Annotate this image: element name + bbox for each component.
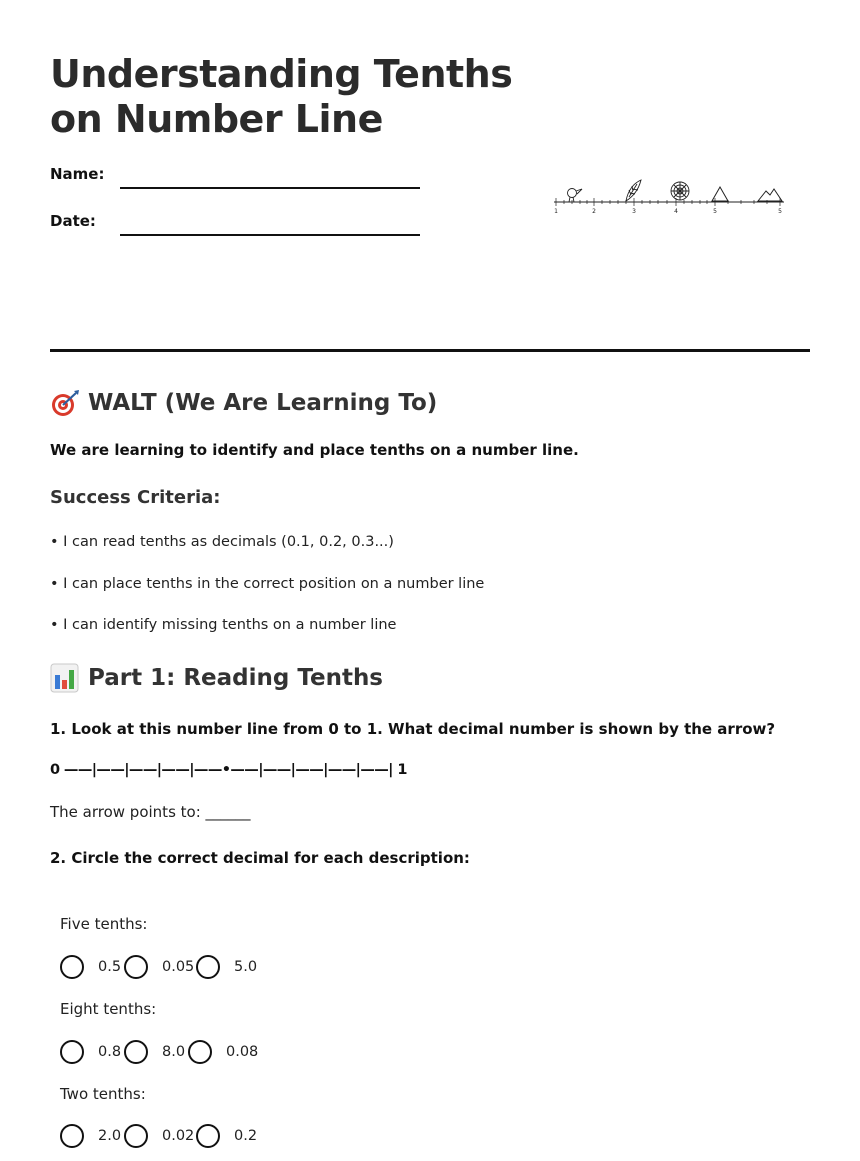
name-field[interactable] (120, 187, 420, 189)
part1-heading (50, 663, 383, 693)
options-group (60, 955, 260, 979)
radio-circle[interactable] (124, 955, 148, 979)
mini-tick-label: 1 (554, 208, 558, 215)
option-0-5[interactable] (60, 955, 124, 979)
target-dart-icon (50, 388, 80, 418)
shell-icon (671, 182, 689, 200)
bird-icon (568, 189, 583, 203)
question-2: 2. Circle the correct decimal for each description: (50, 849, 470, 867)
walt-statement: We are learning to identify and place tenths on a number line. (50, 441, 579, 459)
mountain-icon (758, 189, 782, 201)
options-group (60, 1124, 260, 1148)
mini-tick-label: 3 (632, 208, 636, 215)
radio-circle[interactable] (60, 1040, 84, 1064)
success-criteria-item: • I can read tenths as decimals (0.1, 0.2, 0.3...) (50, 534, 394, 550)
mini-tick-label: 4 (674, 208, 678, 215)
radio-circle[interactable] (124, 1040, 148, 1064)
question-1: 1. Look at this number line from 0 to 1. What decimal number is shown by the arrow? (50, 720, 776, 738)
part1-heading-text: Part 1: Reading Tenths (88, 665, 384, 691)
option-label: 0.5 (98, 959, 122, 975)
answer-prompt[interactable]: The arrow points to: ______ (50, 803, 251, 821)
option-2-0[interactable] (60, 1124, 124, 1148)
option-label: 2.0 (98, 1128, 122, 1144)
number-line-text: 0 ——|——|——|——|——•——|——|——|——|——| 1 (50, 762, 407, 778)
option-label: 8.0 (162, 1044, 186, 1060)
radio-circle[interactable] (124, 1124, 148, 1148)
option-label: 0.02 (162, 1128, 195, 1144)
description-five-tenths: Five tenths: (60, 915, 148, 933)
option-0-8[interactable] (60, 1040, 124, 1064)
date-label: Date: (50, 212, 96, 230)
radio-circle[interactable] (60, 1124, 84, 1148)
option-0-02[interactable] (124, 1124, 196, 1148)
option-8-0[interactable] (124, 1040, 188, 1064)
walt-heading-text: WALT (We Are Learning To) (88, 390, 438, 416)
description-two-tenths: Two tenths: (60, 1085, 146, 1103)
option-0-05[interactable] (124, 955, 196, 979)
option-5-0[interactable] (196, 955, 260, 979)
description-eight-tenths: Eight tenths: (60, 1000, 157, 1018)
walt-heading (50, 388, 437, 418)
date-field[interactable] (120, 234, 420, 236)
radio-circle[interactable] (196, 1124, 220, 1148)
success-criteria-item: • I can identify missing tenths on a number line (50, 617, 397, 633)
radio-circle[interactable] (60, 955, 84, 979)
radio-circle[interactable] (188, 1040, 212, 1064)
header-divider (50, 349, 810, 352)
mini-tick-label: 5 (713, 208, 717, 215)
decorative-number-line (552, 172, 788, 218)
triangle-icon (712, 187, 728, 201)
title-line-1: Understanding Tenths (50, 52, 513, 96)
option-0-2[interactable] (196, 1124, 260, 1148)
option-0-08[interactable] (188, 1040, 258, 1064)
bar-chart-icon (50, 663, 80, 693)
feather-icon (626, 180, 641, 201)
mini-tick-label: 5 (778, 208, 782, 215)
options-group (60, 1040, 258, 1064)
option-label: 0.05 (162, 959, 195, 975)
option-label: 0.08 (226, 1044, 259, 1060)
name-label: Name: (50, 165, 105, 183)
success-criteria-heading: Success Criteria: (50, 487, 221, 508)
title-line-2: on Number Line (50, 97, 383, 141)
page-title (50, 52, 570, 142)
success-criteria-item: • I can place tenths in the correct position on a number line (50, 576, 485, 592)
option-label: 5.0 (234, 959, 258, 975)
radio-circle[interactable] (196, 955, 220, 979)
option-label: 0.8 (98, 1044, 122, 1060)
mini-tick-label: 2 (592, 208, 596, 215)
option-label: 0.2 (234, 1128, 258, 1144)
